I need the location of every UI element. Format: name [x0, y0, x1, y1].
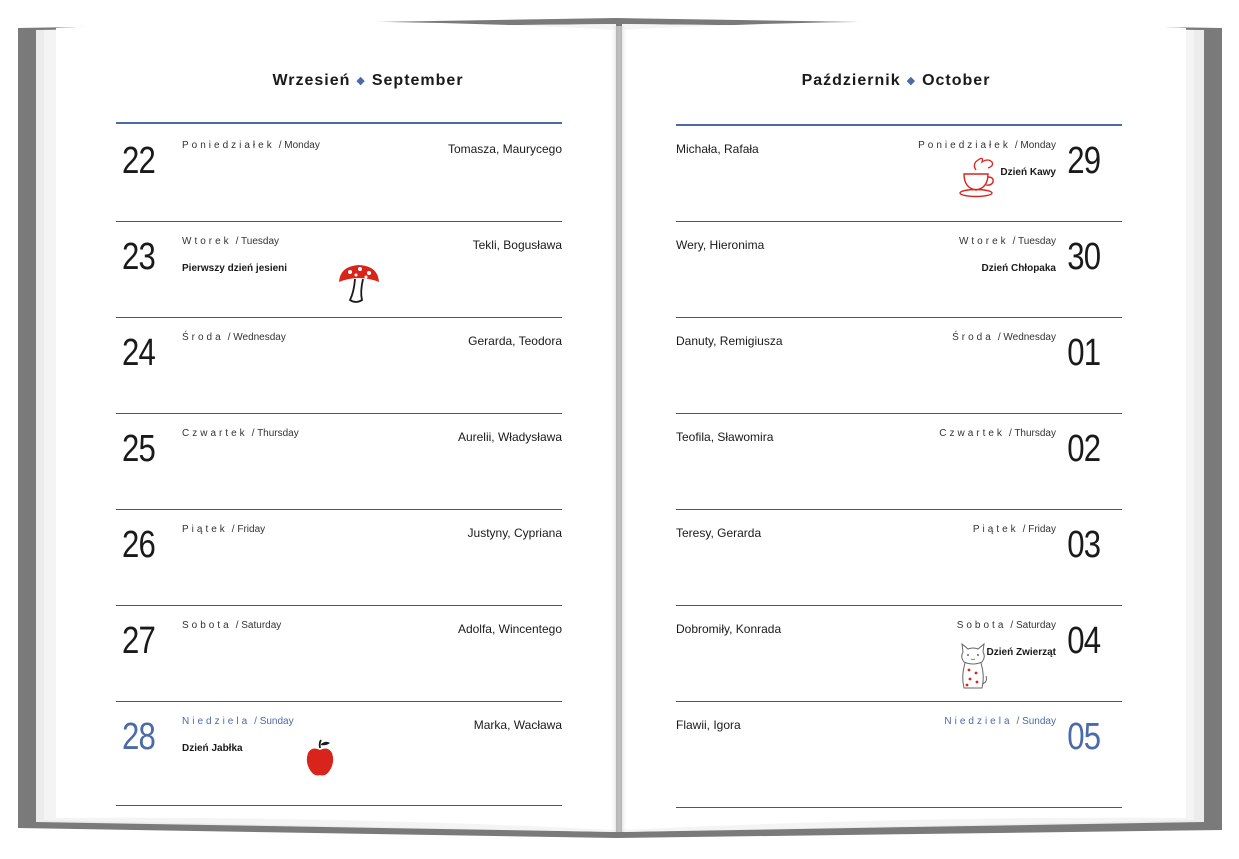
left-page	[60, 0, 620, 859]
weekday-en: / Sunday	[1016, 716, 1056, 727]
name-days: Tekli, Bogusława	[472, 238, 562, 252]
month-name-pl: Październik	[801, 72, 901, 89]
weekday-label	[939, 428, 1056, 439]
day-row-29[interactable]	[676, 126, 1122, 222]
weekday-label	[973, 524, 1056, 535]
weekday-en: / Monday	[278, 140, 320, 151]
weekday-label	[944, 716, 1056, 727]
month-title-september	[116, 72, 620, 90]
weekday-en: / Saturday	[235, 620, 282, 631]
weekday-pl: Piątek	[972, 524, 1019, 535]
name-days: Teofila, Sławomira	[676, 430, 774, 444]
day-row-02[interactable]	[676, 414, 1122, 510]
weekday-label	[959, 236, 1056, 247]
row-divider	[676, 807, 1122, 808]
holiday-label: Dzień Jabłka	[182, 743, 243, 754]
name-days: Marka, Wacława	[473, 718, 562, 732]
weekday-en: / Monday	[1014, 140, 1056, 151]
weekday-label	[182, 236, 279, 247]
weekday-pl: Poniedziałek	[182, 140, 275, 151]
weekday-pl: Sobota	[182, 620, 232, 631]
day-number: 24	[122, 332, 156, 374]
day-number: 05	[1066, 716, 1100, 758]
holiday-label: Dzień Zwierząt	[986, 647, 1056, 658]
holiday-label: Dzień Chłopaka	[981, 263, 1056, 274]
name-days: Adolfa, Wincentego	[457, 622, 562, 636]
day-row-03[interactable]	[676, 510, 1122, 606]
day-row-01[interactable]	[676, 318, 1122, 414]
day-number: 30	[1066, 236, 1100, 278]
day-number: 25	[122, 428, 156, 470]
weekday-en: / Friday	[231, 524, 266, 535]
name-days: Michała, Rafała	[676, 142, 759, 156]
day-number: 04	[1066, 620, 1100, 662]
weekday-en: / Saturday	[1010, 620, 1056, 631]
holiday-label: Dzień Kawy	[1000, 167, 1056, 178]
day-row-04[interactable]	[676, 606, 1122, 702]
name-days: Flawii, Igora	[676, 718, 741, 732]
day-number: 22	[122, 140, 156, 182]
weekday-pl: Wtorek	[182, 236, 232, 247]
weekday-pl: Czwartek	[939, 428, 1005, 439]
weekday-en: / Friday	[1022, 524, 1056, 535]
holiday-label: Pierwszy dzień jesieni	[182, 263, 288, 274]
name-days: Aurelii, Władysława	[457, 430, 562, 444]
coffee-cup-icon	[954, 156, 1004, 200]
name-days: Teresy, Gerarda	[676, 526, 762, 540]
day-number: 27	[122, 620, 156, 662]
weekday-label	[182, 716, 294, 727]
weekday-label	[952, 332, 1056, 343]
weekday-pl: Wtorek	[958, 236, 1009, 247]
day-row-22[interactable]	[116, 126, 562, 222]
weekday-pl: Środa	[952, 332, 994, 343]
weekday-label	[182, 332, 286, 343]
weekday-pl: Środa	[182, 332, 224, 343]
weekday-en: / Sunday	[254, 716, 294, 727]
weekday-en: / Thursday	[1008, 428, 1056, 439]
weekday-label	[182, 428, 299, 439]
name-days: Tomasza, Maurycego	[447, 142, 562, 156]
day-row-28[interactable]	[116, 702, 562, 798]
day-number: 02	[1066, 428, 1100, 470]
day-row-27[interactable]	[116, 606, 562, 702]
right-page	[620, 0, 1180, 859]
day-number: 03	[1066, 524, 1100, 566]
day-number: 01	[1066, 332, 1100, 374]
apple-icon	[304, 738, 336, 780]
day-row-30[interactable]	[676, 222, 1122, 318]
day-row-26[interactable]	[116, 510, 562, 606]
day-number: 23	[122, 236, 156, 278]
row-divider	[116, 805, 562, 806]
month-name-en: October	[922, 72, 991, 89]
weekday-pl: Piątek	[182, 524, 228, 535]
weekday-label	[182, 524, 265, 535]
weekday-label	[957, 620, 1056, 631]
name-days: Wery, Hieronima	[676, 238, 765, 252]
weekday-label	[918, 140, 1056, 151]
weekday-pl: Czwartek	[182, 428, 248, 439]
cat-icon	[956, 642, 990, 692]
weekday-label	[182, 620, 281, 631]
name-days: Danuty, Remigiusza	[676, 334, 783, 348]
name-days: Gerarda, Teodora	[468, 334, 562, 348]
name-days: Dobromiły, Konrada	[676, 622, 782, 636]
day-number: 26	[122, 524, 156, 566]
day-row-24[interactable]	[116, 318, 562, 414]
weekday-en: / Tuesday	[235, 236, 280, 247]
name-days: Justyny, Cypriana	[467, 526, 562, 540]
weekday-en: / Wednesday	[227, 332, 286, 343]
weekday-en: / Tuesday	[1012, 236, 1056, 247]
day-row-25[interactable]	[116, 414, 562, 510]
weekday-label	[182, 140, 320, 151]
day-number: 28	[122, 716, 156, 758]
diamond-separator-icon: ◆	[906, 75, 917, 87]
diamond-separator-icon: ◆	[356, 75, 366, 87]
weekday-pl: Niedziela	[182, 716, 251, 727]
weekday-pl: Poniedziałek	[918, 140, 1011, 151]
month-title-october	[676, 72, 1116, 90]
weekday-pl: Niedziela	[944, 716, 1013, 727]
header-divider	[116, 122, 562, 124]
weekday-en: / Thursday	[251, 428, 299, 439]
day-row-05[interactable]	[676, 702, 1122, 798]
day-number: 29	[1066, 140, 1100, 182]
weekday-en: / Wednesday	[997, 332, 1056, 343]
day-row-23[interactable]	[116, 222, 562, 318]
weekday-pl: Sobota	[956, 620, 1007, 631]
month-name-pl: Wrzesień	[272, 72, 351, 89]
mushroom-icon	[336, 262, 382, 306]
month-name-en: September	[371, 72, 464, 89]
